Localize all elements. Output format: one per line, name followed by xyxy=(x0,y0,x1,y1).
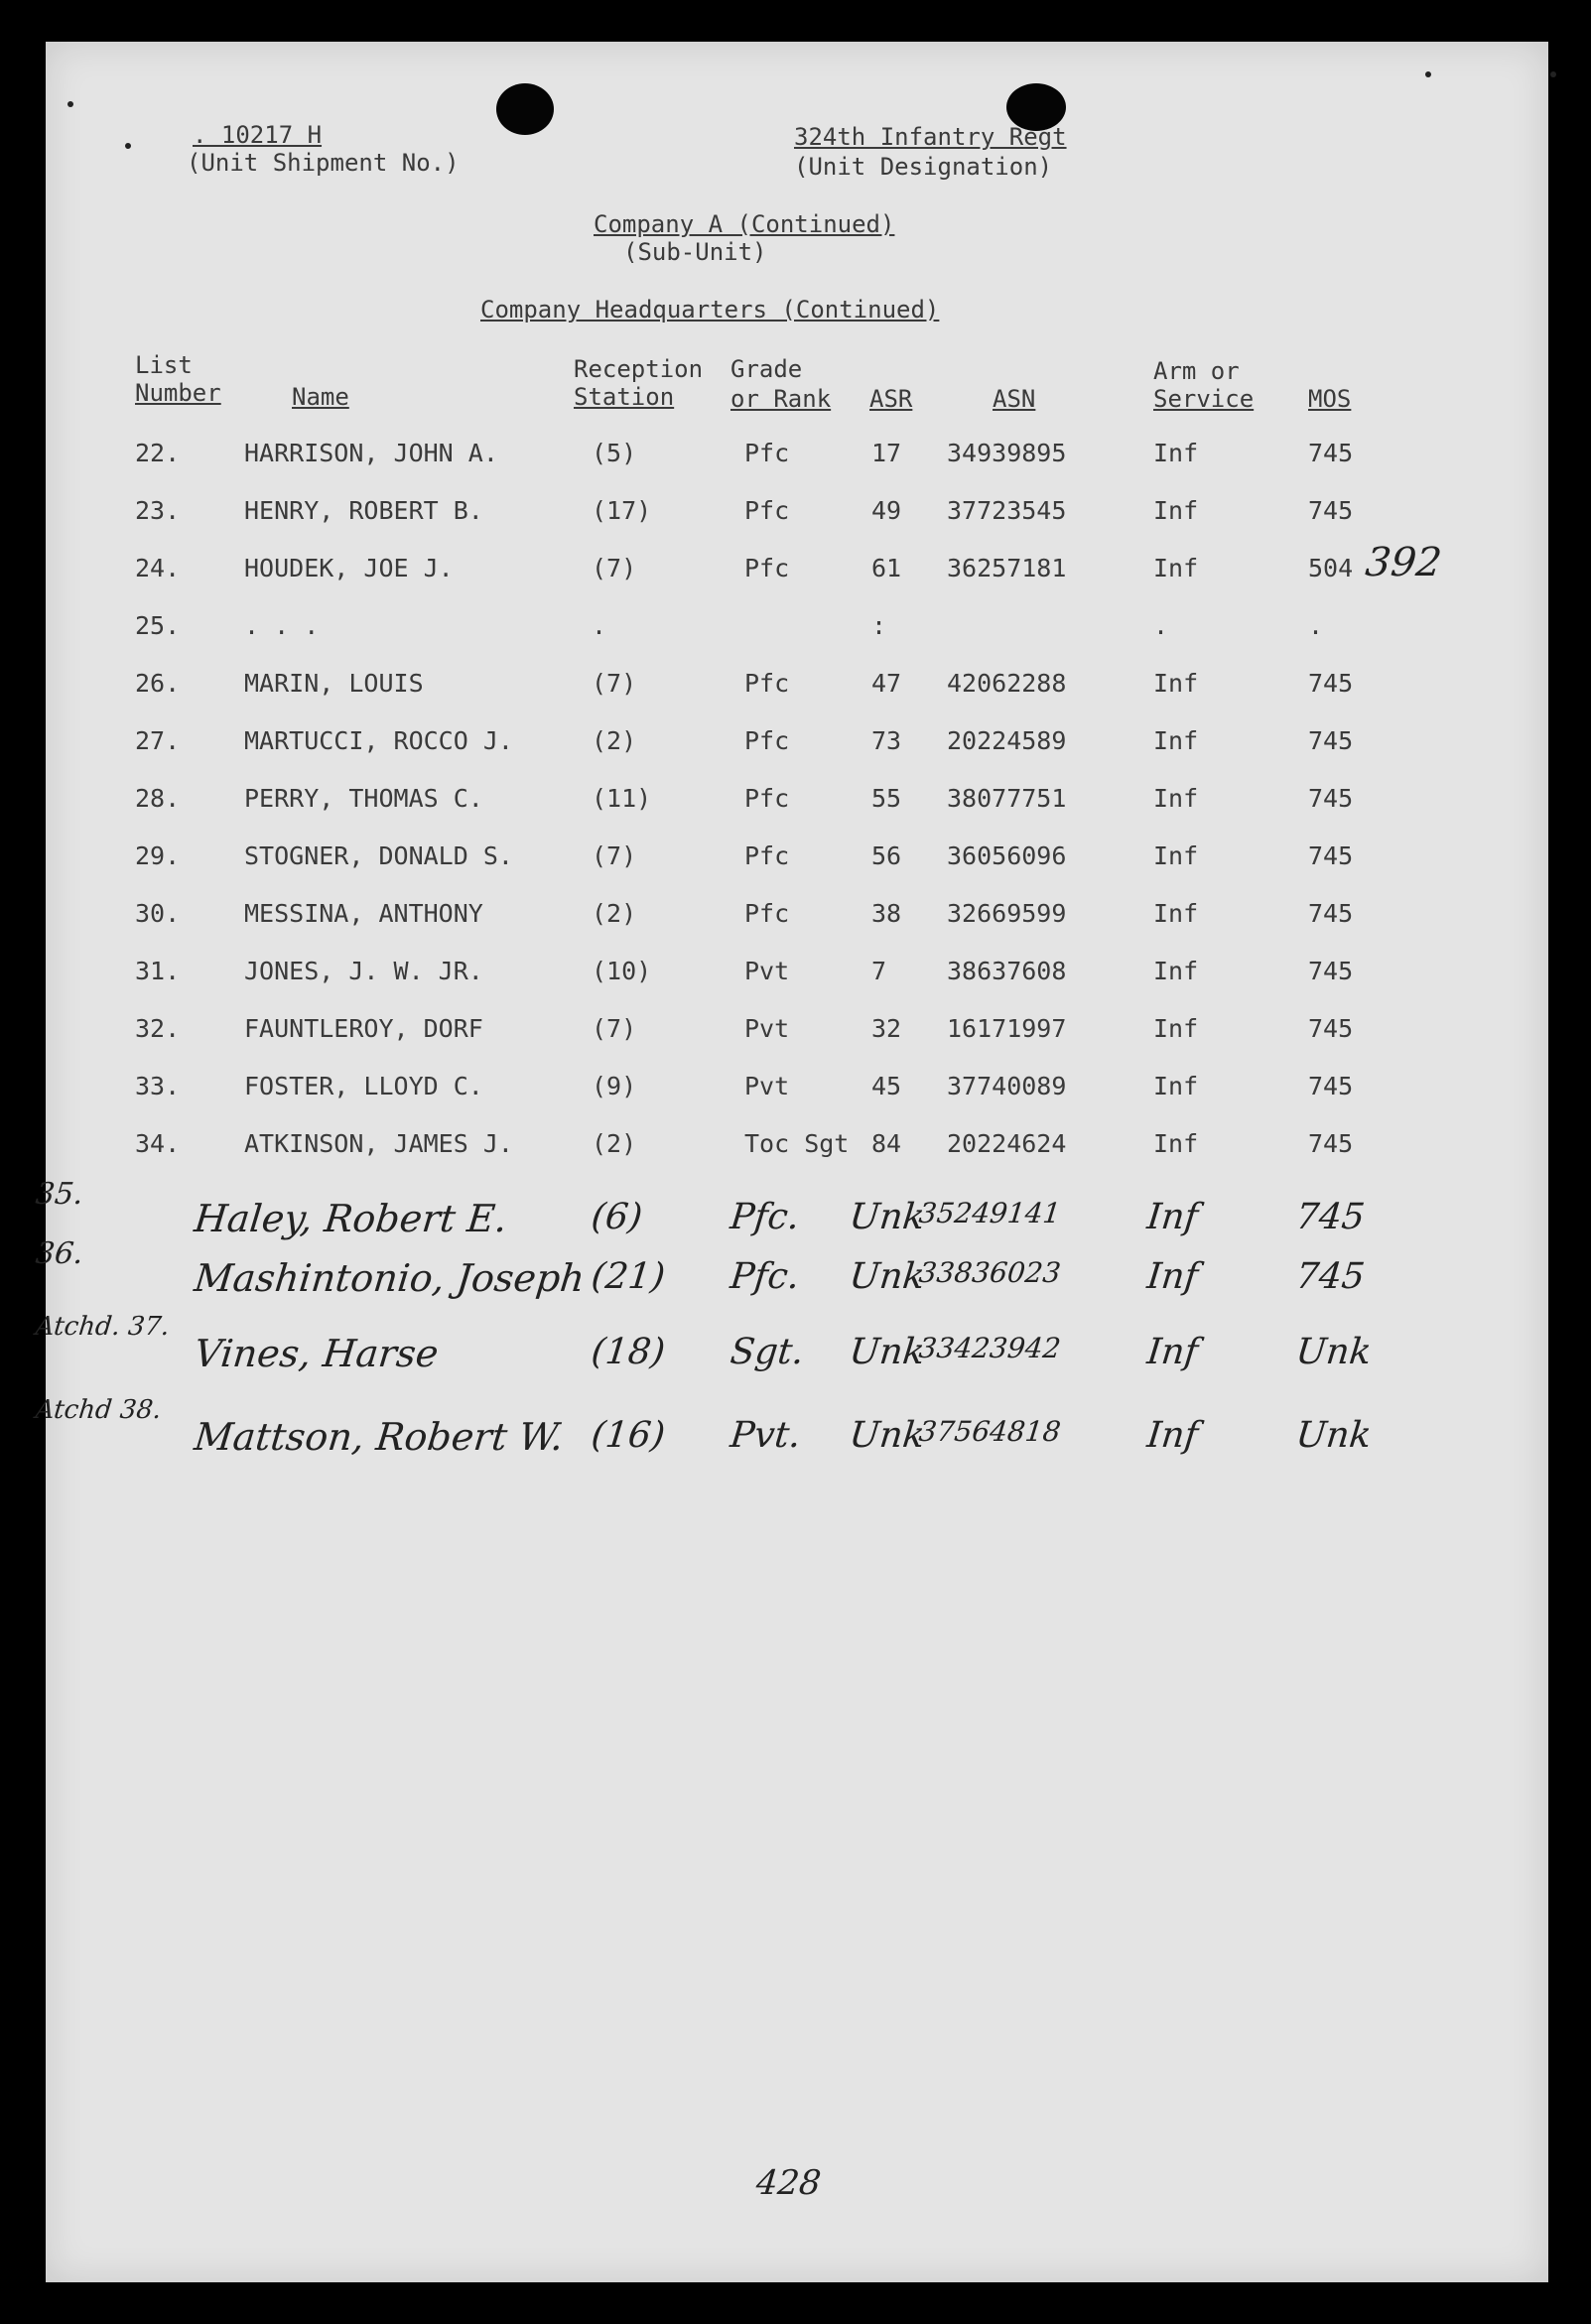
row-asr: 61 xyxy=(871,554,902,582)
hand-row-arm: Inf xyxy=(1144,1256,1200,1297)
row-number: 31. xyxy=(135,957,181,985)
row-mos: 745 xyxy=(1308,669,1354,698)
row-number: 28. xyxy=(135,784,181,813)
row-asn: 32669599 xyxy=(947,899,1067,928)
row-arm: Inf xyxy=(1153,899,1199,928)
row-arm: Inf xyxy=(1153,726,1199,755)
hand-row-mos: Unk xyxy=(1293,1415,1374,1456)
row-asn: 37723545 xyxy=(947,496,1067,525)
row-mos: 745 xyxy=(1308,1014,1354,1043)
row-grade: Pfc xyxy=(744,726,790,755)
hand-row-name: Mattson, Robert W. xyxy=(192,1415,566,1459)
row-station: (17) xyxy=(592,496,652,525)
col-name: Name xyxy=(292,383,349,411)
row-grade: Pfc xyxy=(744,496,790,525)
hand-row-asn: 37564818 xyxy=(917,1415,1063,1448)
row-asr: 32 xyxy=(871,1014,902,1043)
row-number: 24. xyxy=(135,554,181,582)
row-station: (7) xyxy=(592,1014,637,1043)
row-station: (9) xyxy=(592,1072,637,1100)
row-station: (2) xyxy=(592,1129,637,1158)
row-asr: 49 xyxy=(871,496,902,525)
row-grade: Pvt xyxy=(744,1014,790,1043)
row-station: (7) xyxy=(592,841,637,870)
row-station: (2) xyxy=(592,899,637,928)
row-arm: Inf xyxy=(1153,957,1199,985)
row-grade: Pfc xyxy=(744,841,790,870)
row-mos: 745 xyxy=(1308,1129,1354,1158)
col-number: Number xyxy=(135,379,221,407)
row-asn: 38637608 xyxy=(947,957,1067,985)
row-number: 27. xyxy=(135,726,181,755)
row-asn: 36257181 xyxy=(947,554,1067,582)
row-number: 29. xyxy=(135,841,181,870)
hand-row-station: (16) xyxy=(589,1415,668,1456)
row-number: 32. xyxy=(135,1014,181,1043)
hand-row-grade: Sgt. xyxy=(728,1332,806,1372)
row-asn: 42062288 xyxy=(947,669,1067,698)
row-number: 26. xyxy=(135,669,181,698)
hand-row-arm: Inf xyxy=(1144,1415,1200,1456)
row-name: HOUDEK, JOE J. xyxy=(244,554,454,582)
row-arm: Inf xyxy=(1153,841,1199,870)
row-name: JONES, J. W. JR. xyxy=(244,957,483,985)
sub-unit-caption: (Sub-Unit) xyxy=(623,238,767,266)
row-mos: 745 xyxy=(1308,439,1354,467)
hand-row-asr: Unk xyxy=(847,1332,927,1372)
hand-row-number: 36. xyxy=(34,1236,85,1271)
row-asr: : xyxy=(871,611,887,640)
hand-row-number: Atchd 38. xyxy=(34,1395,163,1425)
row-name: HARRISON, JOHN A. xyxy=(244,439,498,467)
row-number: 25. xyxy=(135,611,181,640)
row-station: (2) xyxy=(592,726,637,755)
row-name: ATKINSON, JAMES J. xyxy=(244,1129,513,1158)
row-grade: Pfc xyxy=(744,439,790,467)
row-asn: 36056096 xyxy=(947,841,1067,870)
row-asn: 34939895 xyxy=(947,439,1067,467)
row-asr: 38 xyxy=(871,899,902,928)
row-name: FOSTER, LLOYD C. xyxy=(244,1072,483,1100)
row-number: 22. xyxy=(135,439,181,467)
row-mos: . xyxy=(1308,611,1324,640)
row-grade: Pfc xyxy=(744,669,790,698)
row-mos: 745 xyxy=(1308,899,1354,928)
hand-row-asr: Unk xyxy=(847,1256,927,1297)
hand-row-station: (21) xyxy=(589,1256,668,1297)
row-name: . . . xyxy=(244,611,320,640)
sub-unit: Company A (Continued) xyxy=(594,210,895,238)
col-station: Station xyxy=(574,383,675,411)
page-number: 428 xyxy=(753,2163,824,2203)
row-station: (7) xyxy=(592,554,637,582)
unit-shipment-caption: (Unit Shipment No.) xyxy=(187,149,460,177)
col-rank: or Rank xyxy=(730,385,832,413)
row-arm: Inf xyxy=(1153,1072,1199,1100)
row-grade: Pvt xyxy=(744,1072,790,1100)
speck xyxy=(67,101,73,107)
row-arm: Inf xyxy=(1153,554,1199,582)
row-grade: Toc Sgt xyxy=(744,1129,850,1158)
hand-row-number: 35. xyxy=(34,1177,85,1212)
row-name: MESSINA, ANTHONY xyxy=(244,899,483,928)
col-service: Service xyxy=(1153,385,1255,413)
row-mos: 745 xyxy=(1308,957,1354,985)
row-station: (7) xyxy=(592,669,637,698)
row-name: MARIN, LOUIS xyxy=(244,669,424,698)
hand-row-asn: 33423942 xyxy=(917,1332,1063,1364)
hand-row-name: Mashintonio, Joseph xyxy=(192,1256,588,1300)
hand-row-asn: 33836023 xyxy=(917,1256,1063,1289)
hand-row-arm: Inf xyxy=(1144,1197,1200,1237)
col-asr: ASR xyxy=(869,385,913,413)
row-mos: 504 xyxy=(1308,554,1354,582)
row-mos: 745 xyxy=(1308,496,1354,525)
row-asr: 47 xyxy=(871,669,902,698)
row-asr: 56 xyxy=(871,841,902,870)
row-station: . xyxy=(592,611,607,640)
row-asn: 20224589 xyxy=(947,726,1067,755)
row-name: MARTUCCI, ROCCO J. xyxy=(244,726,513,755)
col-grade: Grade xyxy=(730,355,803,383)
col-arm: Arm or xyxy=(1153,357,1240,385)
row-asn: 38077751 xyxy=(947,784,1067,813)
row-asr: 17 xyxy=(871,439,902,467)
hand-row-name: Vines, Harse xyxy=(192,1332,441,1375)
row-asr: 73 xyxy=(871,726,902,755)
hand-row-mos: 745 xyxy=(1293,1197,1367,1237)
row-name: HENRY, ROBERT B. xyxy=(244,496,483,525)
row-station: (10) xyxy=(592,957,652,985)
document-sheet xyxy=(34,42,1548,2282)
hand-row-number: Atchd. 37. xyxy=(34,1312,172,1342)
row-grade: Pfc xyxy=(744,784,790,813)
row-arm: Inf xyxy=(1153,496,1199,525)
unit-designation-caption: (Unit Designation) xyxy=(794,153,1053,181)
hand-row-asr: Unk xyxy=(847,1415,927,1456)
row-grade: Pfc xyxy=(744,554,790,582)
hand-row-mos: Unk xyxy=(1293,1332,1374,1372)
row-asn: 16171997 xyxy=(947,1014,1067,1043)
hand-row-arm: Inf xyxy=(1144,1332,1200,1372)
row-mos: 745 xyxy=(1308,841,1354,870)
unit-designation: 324th Infantry Regt xyxy=(794,123,1067,151)
col-list: List xyxy=(135,351,193,379)
row-number: 30. xyxy=(135,899,181,928)
speck xyxy=(1550,71,1556,77)
col-reception: Reception xyxy=(574,355,704,383)
row-mos: 745 xyxy=(1308,784,1354,813)
row-asr: 45 xyxy=(871,1072,902,1100)
row-asn: 37740089 xyxy=(947,1072,1067,1100)
row-asr: 7 xyxy=(871,957,887,985)
row-number: 33. xyxy=(135,1072,181,1100)
row-grade: Pvt xyxy=(744,957,790,985)
row-station: (11) xyxy=(592,784,652,813)
hand-row-grade: Pvt. xyxy=(728,1415,803,1456)
row-asn: 20224624 xyxy=(947,1129,1067,1158)
row-name: PERRY, THOMAS C. xyxy=(244,784,483,813)
row-mos: 745 xyxy=(1308,726,1354,755)
section-title: Company Headquarters (Continued) xyxy=(480,296,940,323)
hand-row-mos: 745 xyxy=(1293,1256,1367,1297)
hand-row-grade: Pfc. xyxy=(728,1197,802,1237)
row-mos: 745 xyxy=(1308,1072,1354,1100)
margin-note: 392 xyxy=(1363,540,1444,585)
row-arm: Inf xyxy=(1153,1129,1199,1158)
col-mos: MOS xyxy=(1308,385,1352,413)
row-station: (5) xyxy=(592,439,637,467)
row-arm: Inf xyxy=(1153,439,1199,467)
hand-row-station: (6) xyxy=(589,1197,645,1237)
speck xyxy=(125,143,131,149)
row-name: FAUNTLEROY, DORF xyxy=(244,1014,483,1043)
row-asr: 55 xyxy=(871,784,902,813)
row-arm: Inf xyxy=(1153,784,1199,813)
hand-row-name: Haley, Robert E. xyxy=(192,1197,509,1240)
hand-row-asn: 35249141 xyxy=(917,1197,1063,1229)
row-arm: Inf xyxy=(1153,1014,1199,1043)
row-name: STOGNER, DONALD S. xyxy=(244,841,513,870)
row-number: 34. xyxy=(135,1129,181,1158)
speck xyxy=(1425,71,1431,77)
hand-row-asr: Unk xyxy=(847,1197,927,1237)
row-grade: Pfc xyxy=(744,899,790,928)
row-asr: 84 xyxy=(871,1129,902,1158)
row-arm: Inf xyxy=(1153,669,1199,698)
unit-shipment-number: . 10217 H xyxy=(193,121,323,149)
row-arm: . xyxy=(1153,611,1169,640)
hand-row-station: (18) xyxy=(589,1332,668,1372)
col-asn: ASN xyxy=(993,385,1036,413)
row-number: 23. xyxy=(135,496,181,525)
hand-row-grade: Pfc. xyxy=(728,1256,802,1297)
